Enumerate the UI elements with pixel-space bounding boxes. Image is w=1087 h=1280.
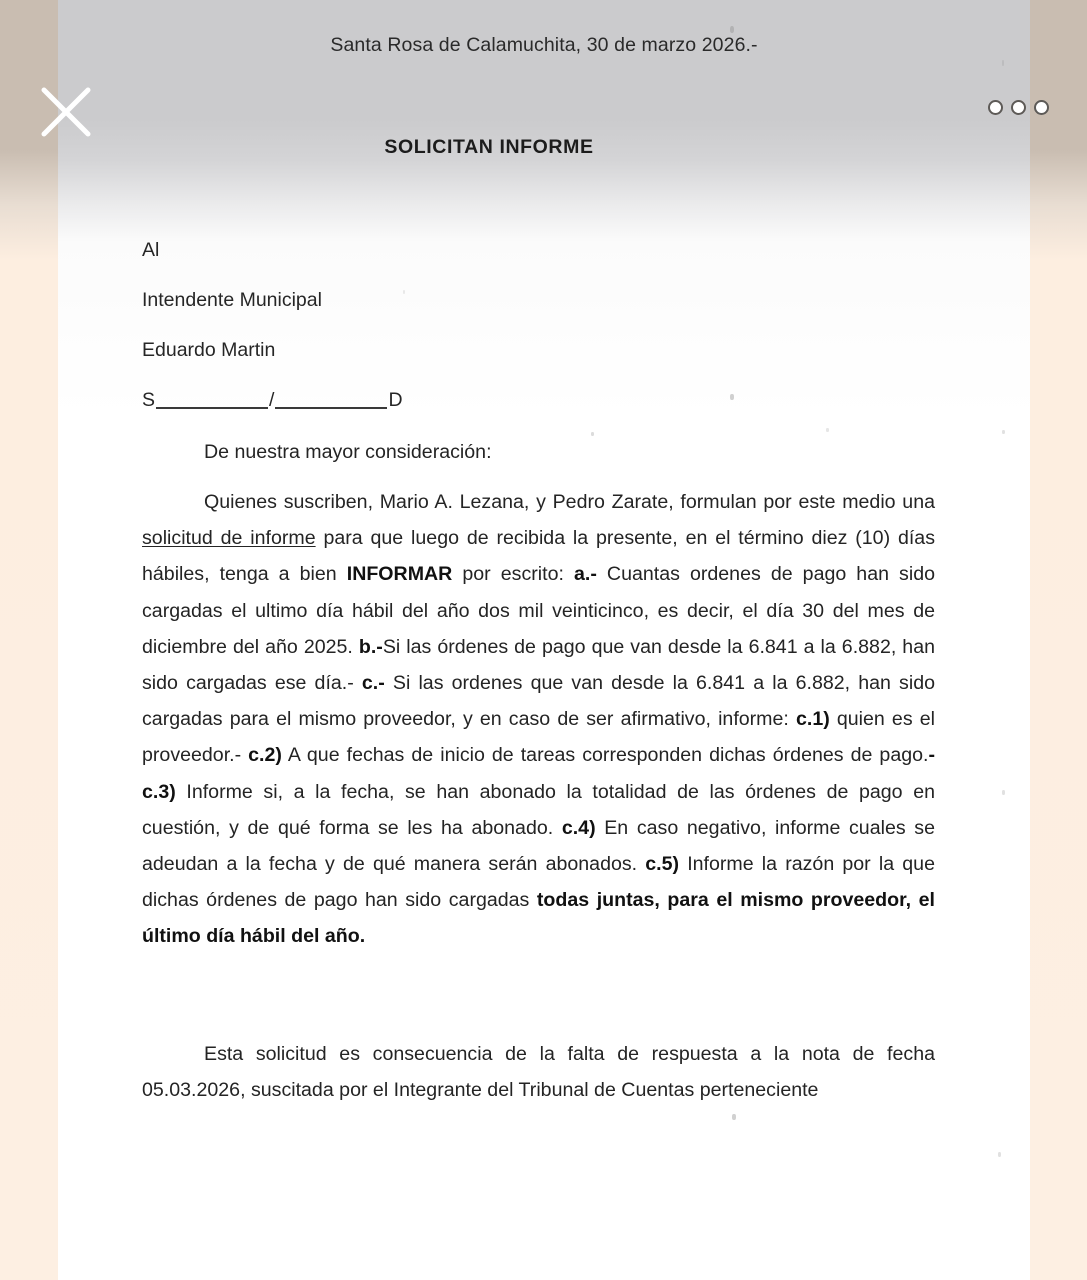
sd-suffix: D [388,389,403,411]
more-options-dot-1 [988,100,1003,115]
item-c-text: Si las ordenes que van desde la 6.841 a la 6.882, han sido cargadas para el mismo proveedor, y en caso de ser afirmativo, informe: [142,672,935,731]
more-options-button[interactable] [988,100,1049,115]
addressee-line-sd [142,388,942,412]
sd-separator: / [269,389,275,411]
more-options-dot-2 [1011,100,1026,115]
item-c3-text: Informe si, a la fecha, se han abonado la totalidad de las órdenes de pago en cuestión, y de qué forma se les ha abonado. [142,780,935,839]
p3-text: Esta solicitud es consecuencia de la falta de respuesta a la nota de fecha 05.03.2026, suscitada por el Integrante del Tribunal de Cuentas perteneciente [142,1043,935,1102]
item-c5-text: Informe la razón por la que dichas órdenes de pago han sido cargadas [142,853,935,912]
item-c2-label: c.2) [248,744,282,767]
p1-segment-2: para que luego de recibida la presente, en el término diez (10) días hábiles, tenga a bien [142,527,935,586]
close-x-icon [40,86,92,138]
item-a-text: Cuantas ordenes de pago han sido cargadas el ultimo día hábil del año dos mil veinticinco, es decir, el día 30 del mes de diciembre del año 2025. [142,563,936,658]
item-c1-label: c.1) [795,708,830,731]
item-b-text: Si las órdenes de pago que van desde la 6.841 a la 6.882, han sido cargadas ese día.- [142,635,935,695]
place-and-date: Santa Rosa de Calamuchita, 30 de marzo 2026.- [330,34,758,56]
addressee-line-al: Al [142,239,160,261]
item-a-label: a.- [573,563,597,586]
scan-speckle [1002,790,1005,795]
scan-speckle [1002,430,1005,434]
scan-speckle [730,26,734,33]
more-options-dot-3 [1034,100,1049,115]
item-c4-label: c.4) [561,816,596,839]
informar-emphasis: INFORMAR [346,563,453,586]
scan-speckle [732,1114,736,1120]
blank-rule-1 [156,407,268,409]
scan-speckle [998,1152,1001,1157]
consequence-paragraph [142,1036,935,1108]
salutation-paragraph [142,434,935,470]
solicitud-de-informe-underlined: solicitud de informe [142,527,316,550]
p1-segment-3: por escrito: [452,563,574,586]
sd-prefix: S [142,389,156,411]
document-title: SOLICITAN INFORME [384,136,594,158]
blank-rule-2 [275,407,387,409]
closing-emphasis: todas juntas, para el mismo proveedor, el último día hábil del año. [142,889,935,948]
addressee-block [142,238,942,438]
item-c4-text: En caso negativo, informe cuales se adeudan a la fecha y de qué manera serán abonados. [142,816,935,876]
addressee-line-role: Intendente Municipal [142,289,322,311]
main-request-paragraph [142,484,935,955]
scanned-page [58,0,1030,1280]
salutation-text: De nuestra mayor consideración: [204,441,492,463]
item-c2-text: A que fechas de inicio de tareas corresponden dichas órdenes de pago. [281,744,929,767]
item-c-label: c.- [361,672,385,695]
close-button[interactable] [40,86,92,138]
scan-speckle [1002,60,1004,66]
addressee-line-name: Eduardo Martin [142,339,276,361]
item-c5-label: c.5) [645,853,680,876]
item-b-label: b.- [358,635,383,658]
item-c1-text: quien es el proveedor.- [142,708,936,767]
p1-segment-1: Quienes suscriben, Mario A. Lezana, y Pedro Zarate, formulan por este medio una [204,491,935,513]
item-c3-label: - c.3) [142,744,935,803]
